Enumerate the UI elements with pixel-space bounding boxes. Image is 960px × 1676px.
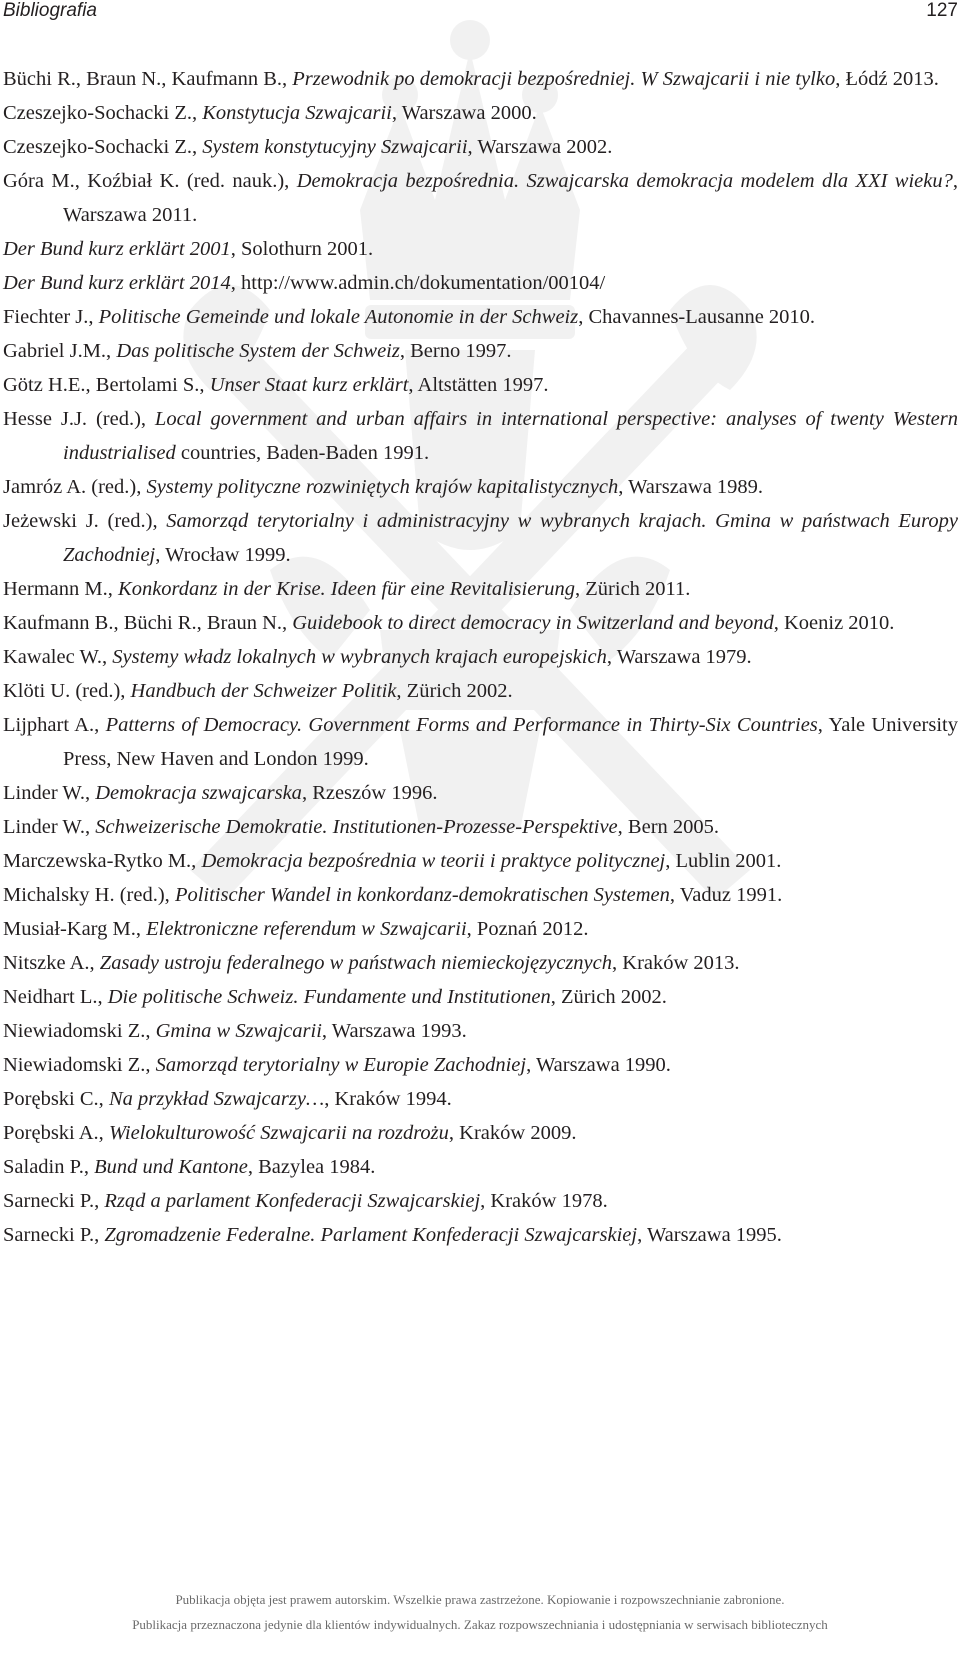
entry-text: , Kraków 2009. (448, 1122, 577, 1144)
entry-text: Hermann M., (3, 578, 119, 600)
entry-text: , Warszawa 1995. (637, 1224, 782, 1246)
entry-text: , Łódź 2013. (835, 68, 939, 90)
entry-text: Góra M., Koźbiał K. (red. nauk.), (3, 170, 297, 192)
entry-text: Jeżewski J. (red.), (3, 510, 167, 532)
entry-title: Handbuch der Schweizer Politik (130, 680, 397, 702)
entry-text: , Zürich 2002. (550, 986, 667, 1008)
entry-title: Samorząd terytorialny w Europie Zachodniej (155, 1054, 527, 1076)
entry-text: Götz H.E., Bertolami S., (3, 374, 210, 396)
entry-text: , Warszawa 2002. (467, 136, 613, 158)
bibliography-entry (3, 572, 958, 606)
entry-text: Porębski A., (3, 1122, 109, 1144)
entry-title: Demokracja szwajcarska (95, 782, 302, 804)
entry-text: Lijphart A., (3, 714, 106, 736)
entry-title: Systemy władz lokalnych w wybranych krajach europejskich (112, 646, 607, 668)
entry-title: Bund und Kantone (94, 1156, 248, 1178)
entry-text: , Lublin 2001. (665, 850, 782, 872)
entry-text: , Wrocław 1999. (155, 544, 291, 566)
bibliography-entry (3, 266, 958, 300)
entry-title: Zasady ustroju federalnego w państwach niemieckojęzycznych (99, 952, 613, 974)
entry-title: Der Bund kurz erklärt 2001 (3, 238, 231, 260)
entry-text: , Koeniz 2010. (773, 612, 895, 634)
entry-title: Politische Gemeinde und lokale Autonomie in der Schweiz (98, 306, 579, 328)
entry-text: , Solothurn 2001. (230, 238, 374, 260)
entry-title: Die politische Schweiz. Fundamente und Institutionen (107, 986, 551, 1008)
entry-text: , Kraków 1994. (324, 1088, 452, 1110)
bibliography-entry (3, 980, 958, 1014)
entry-text: , Kraków 2013. (612, 952, 740, 974)
entry-title: Politischer Wandel in konkordanz-demokratischen Systemen (174, 884, 670, 906)
entry-text: Büchi R., Braun N., Kaufmann B., (3, 68, 293, 90)
entry-text: , Warszawa 1979. (606, 646, 752, 668)
entry-text: Kawalec W., (3, 646, 113, 668)
entry-title: Demokracja bezpośrednia. Szwajcarska demokracja modelem dla XXI wieku? (296, 170, 953, 192)
entry-text: Nitszke A., (3, 952, 100, 974)
entry-text: Kaufmann B., Büchi R., Braun N., (3, 612, 293, 634)
entry-text: Marczewska-Rytko M., (3, 850, 202, 872)
entry-title: Patterns of Democracy. Government Forms and Performance in Thirty-Six Countries (105, 714, 818, 736)
bibliography-entry (3, 1082, 958, 1116)
entry-title: Konstytucja Szwajcarii (202, 102, 392, 124)
entry-text: , Warszawa 2000. (391, 102, 537, 124)
bibliography-entry (3, 232, 958, 266)
entry-text: Porębski C., (3, 1088, 109, 1110)
entry-title: Konkordanz in der Krise. Ideen für eine Revitalisierung (118, 578, 576, 600)
bibliography-entry (3, 1150, 958, 1184)
bibliography-entry (3, 334, 958, 368)
copyright-notice: Publikacja objęta jest prawem autorskim. Wszelkie prawa zastrzeżone. Kopiowanie i rozpowszechnianie zabronione. (175, 1592, 785, 1607)
bibliography-entry (3, 674, 958, 708)
entry-text: , Zürich 2002. (396, 680, 513, 702)
entry-title: Schweizerische Demokratie. Institutionen-Prozesse-Perspektive (95, 816, 618, 838)
entry-text: , Yale University Press, New Haven and London 1999. (63, 714, 958, 770)
entry-text: , Kraków 1978. (480, 1190, 608, 1212)
entry-text: Linder W., (3, 816, 96, 838)
bibliography-entry (3, 1048, 958, 1082)
bibliography-entry (3, 164, 958, 232)
entry-text: Hesse J.J. (red.), (3, 408, 155, 430)
entry-title: Rząd a parlament Konfederacji Szwajcarskiej (104, 1190, 481, 1212)
bibliography-entry (3, 878, 958, 912)
entry-text: Neidhart L., (3, 986, 108, 1008)
entry-title: Das politische System der Schweiz (116, 340, 400, 362)
entry-text: , Poznań 2012. (466, 918, 589, 940)
bibliography-entry (3, 300, 958, 334)
bibliography-entry (3, 776, 958, 810)
entry-title: Unser Staat kurz erklärt (209, 374, 409, 396)
entry-text: Saladin P., (3, 1156, 95, 1178)
entry-title: Demokracja bezpośrednia w teorii i praktyce politycznej (201, 850, 666, 872)
entry-title: System konstytucyjny Szwajcarii (202, 136, 468, 158)
usage-notice: Publikacja przeznaczona jedynie dla klientów indywidualnych. Zakaz rozpowszechniania i udostępniania w serwisach bibliotecznych (132, 1617, 828, 1632)
entry-title: Local government and urban affairs in international perspective: analyses of twenty Western industrialised (63, 408, 958, 464)
entry-text: , Rzeszów 1996. (301, 782, 438, 804)
bibliography-entry (3, 1014, 958, 1048)
bibliography-entry (3, 1184, 958, 1218)
entry-text: Linder W., (3, 782, 96, 804)
entry-text: , Bazylea 1984. (247, 1156, 376, 1178)
bibliography-entry (3, 470, 958, 504)
entry-title: Der Bund kurz erklärt 2014 (3, 272, 231, 294)
entry-title: Systemy polityczne rozwiniętych krajów kapitalistycznych (146, 476, 619, 498)
bibliography-entry (3, 640, 958, 674)
entry-text: , Warszawa 2011. (63, 170, 958, 226)
bibliography-entry (3, 810, 958, 844)
bibliography-entry (3, 1116, 958, 1150)
entry-title: Zgromadzenie Federalne. Parlament Konfederacji Szwajcarskiej (104, 1224, 638, 1246)
entry-text: countries, Baden-Baden 1991. (175, 442, 430, 464)
entry-title: Gmina w Szwajcarii (155, 1020, 322, 1042)
entry-text: , Berno 1997. (399, 340, 512, 362)
entry-text: , Warszawa 1989. (618, 476, 764, 498)
entry-text: Sarnecki P., (3, 1224, 105, 1246)
entry-text: , http://www.admin.ch/dokumentation/00104/ (230, 272, 606, 294)
entry-text: Niewiadomski Z., (3, 1020, 156, 1042)
entry-text: , Altstätten 1997. (408, 374, 549, 396)
entry-text: Klöti U. (red.), (3, 680, 131, 702)
entry-text: Czeszejko-Sochacki Z., (3, 136, 203, 158)
bibliography-entry (3, 912, 958, 946)
entry-title: Wielokulturowość Szwajcarii na rozdrożu (108, 1122, 449, 1144)
entry-text: , Warszawa 1993. (321, 1020, 467, 1042)
entry-text: Gabriel J.M., (3, 340, 117, 362)
entry-title: Guidebook to direct democracy in Switzerland and beyond (292, 612, 774, 634)
bibliography-entry (3, 368, 958, 402)
entry-text: , Chavannes-Lausanne 2010. (578, 306, 816, 328)
entry-text: Czeszejko-Sochacki Z., (3, 102, 203, 124)
entry-text: Jamróz A. (red.), (3, 476, 147, 498)
bibliography-entry (3, 96, 958, 130)
entry-text: , Bern 2005. (617, 816, 720, 838)
entry-text: , Zürich 2011. (575, 578, 691, 600)
entry-title: Elektroniczne referendum w Szwajcarii (146, 918, 467, 940)
bibliography-entry (3, 946, 958, 980)
bibliography-entry (3, 844, 958, 878)
entry-title: Na przykład Szwajcarzy… (108, 1088, 325, 1110)
page-number: 127 (926, 0, 958, 21)
entry-text: Niewiadomski Z., (3, 1054, 156, 1076)
running-header-title: Bibliografia (3, 0, 97, 21)
entry-title: Samorząd terytorialny i administracyjny w wybranych krajach. Gmina w państwach Europy Zachodniej (63, 510, 958, 566)
entry-text: Michalsky H. (red.), (3, 884, 175, 906)
entry-text: Sarnecki P., (3, 1190, 105, 1212)
bibliography-list (3, 62, 958, 1252)
bibliography-entry (3, 606, 958, 640)
bibliography-entry (3, 402, 958, 470)
entry-title: Przewodnik po demokracji bezpośredniej. W Szwajcarii i nie tylko (292, 68, 836, 90)
bibliography-entry (3, 62, 958, 96)
entry-text: , Vaduz 1991. (669, 884, 783, 906)
entry-text: Fiechter J., (3, 306, 99, 328)
bibliography-entry (3, 130, 958, 164)
bibliography-entry (3, 504, 958, 572)
bibliography-entry (3, 1218, 958, 1252)
bibliography-entry (3, 708, 958, 776)
entry-text: Musiał-Karg M., (3, 918, 147, 940)
entry-text: , Warszawa 1990. (526, 1054, 671, 1076)
